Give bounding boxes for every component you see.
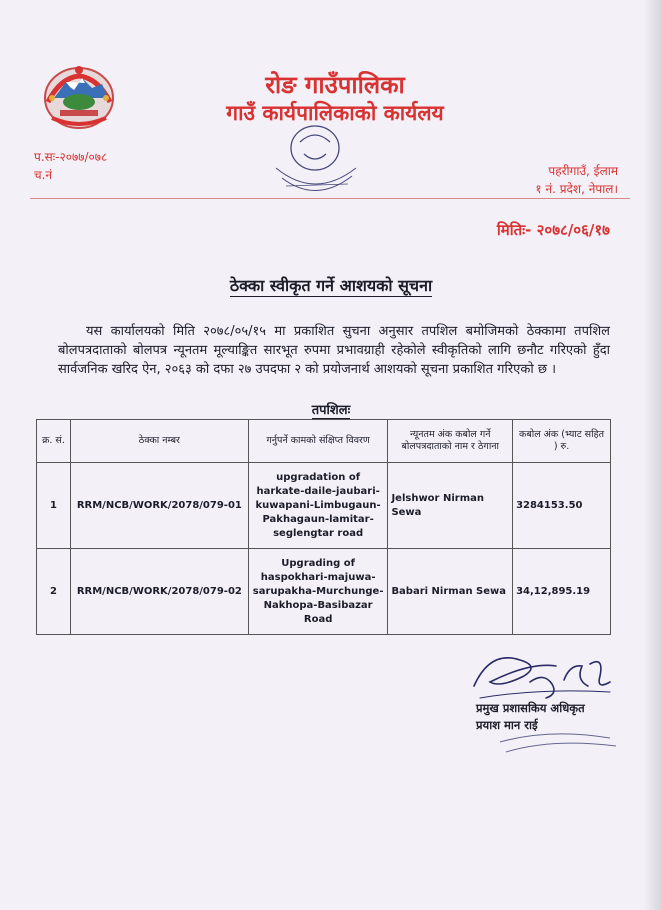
row-description: Upgrading of haspokhari-majuwa-sarupakha-Murchunge-Nakhopa-Basibazar Road (248, 549, 388, 635)
notice-title-text: ठेक्का स्वीकृत गर्ने आशयको सूचना (229, 276, 433, 295)
row-contract-number: RRM/NCB/WORK/2078/079-02 (70, 549, 248, 635)
issue-date: मितिः- २०७८/०६/१७ (496, 221, 610, 239)
row-serial: 1 (37, 463, 71, 549)
header-bidder: न्यूनतम अंक कबोल गर्ने बोलपत्रदाताको नाम र ठेगाना (388, 420, 513, 463)
address-line-1: पहरीगाउँ, ईलाम (548, 164, 618, 178)
row-bidder: Babari Nirman Sewa (388, 549, 513, 635)
signatory-title: प्रमुख प्रशासकिय अधिकृत (476, 701, 585, 715)
row-serial: 2 (37, 549, 71, 635)
header-serial: क्र. सं. (37, 420, 71, 463)
nepal-emblem-icon (40, 58, 118, 132)
notice-body-text: यस कार्यालयको मिति २०७८/०५/१५ मा प्रकाशित सुचना अनुसार तपशिल बमोजिमको ठेक्कामा तपशिल बोलपत्रदाताको बोलपत्र न्यूनतम मूल्याङ्कित सारभूत रुपमा प्रभावग्राही रहेकोले स्वीकृतिको लागि छनौट गरिएको हुँदा सार्वजनिक खरिद ऐन, २०६३ को दफा २७ उपदफा २ को प्रयोजनार्थ आशयको सूचना प्रकाशित गरिएको छ । (58, 324, 610, 377)
signatory-name: प्रयाश मान राई (476, 718, 538, 732)
dispatch-number: च.नं (34, 168, 53, 182)
org-name: रोङ गाउँपालिका (265, 71, 405, 99)
header-contract-number: ठेक्का नम्बर (70, 420, 248, 463)
page-edge-shadow (644, 0, 662, 910)
table-row (37, 549, 611, 635)
notice-body (58, 322, 610, 379)
table-header-row (37, 420, 611, 463)
office-address (535, 162, 618, 198)
table-row (37, 463, 611, 549)
notice-title (0, 274, 662, 296)
row-amount: 34,12,895.19 (513, 549, 611, 635)
header-amount: कबोल अंक (भ्याट सहित ) रु. (513, 420, 611, 463)
details-heading (0, 400, 662, 418)
reference-block (34, 148, 107, 184)
contract-table (36, 419, 611, 635)
row-bidder: Jelshwor Nirman Sewa (388, 463, 513, 549)
row-amount: 3284153.50 (513, 463, 611, 549)
details-heading-text: तपशिलः (311, 403, 351, 418)
row-description: upgradation of harkate-daile-jaubari-kuwapani-Limbugaun-Pakhagaun-lamitar-seglengtar road (248, 463, 388, 549)
reference-number: प.सः-२०७७/०७८ (34, 150, 108, 164)
header-work-description: गर्नुपर्ने कामको संक्षिप्त विवरण (248, 420, 388, 463)
office-seal-stamp (256, 108, 374, 202)
address-line-2: १ नं. प्रदेश, नेपाल। (535, 182, 618, 196)
office-name: गाउँ कार्यपालिकाको कार्यलय (226, 101, 444, 125)
row-contract-number: RRM/NCB/WORK/2078/079-01 (70, 463, 248, 549)
header-divider (30, 198, 630, 199)
signatory-block (476, 700, 585, 734)
